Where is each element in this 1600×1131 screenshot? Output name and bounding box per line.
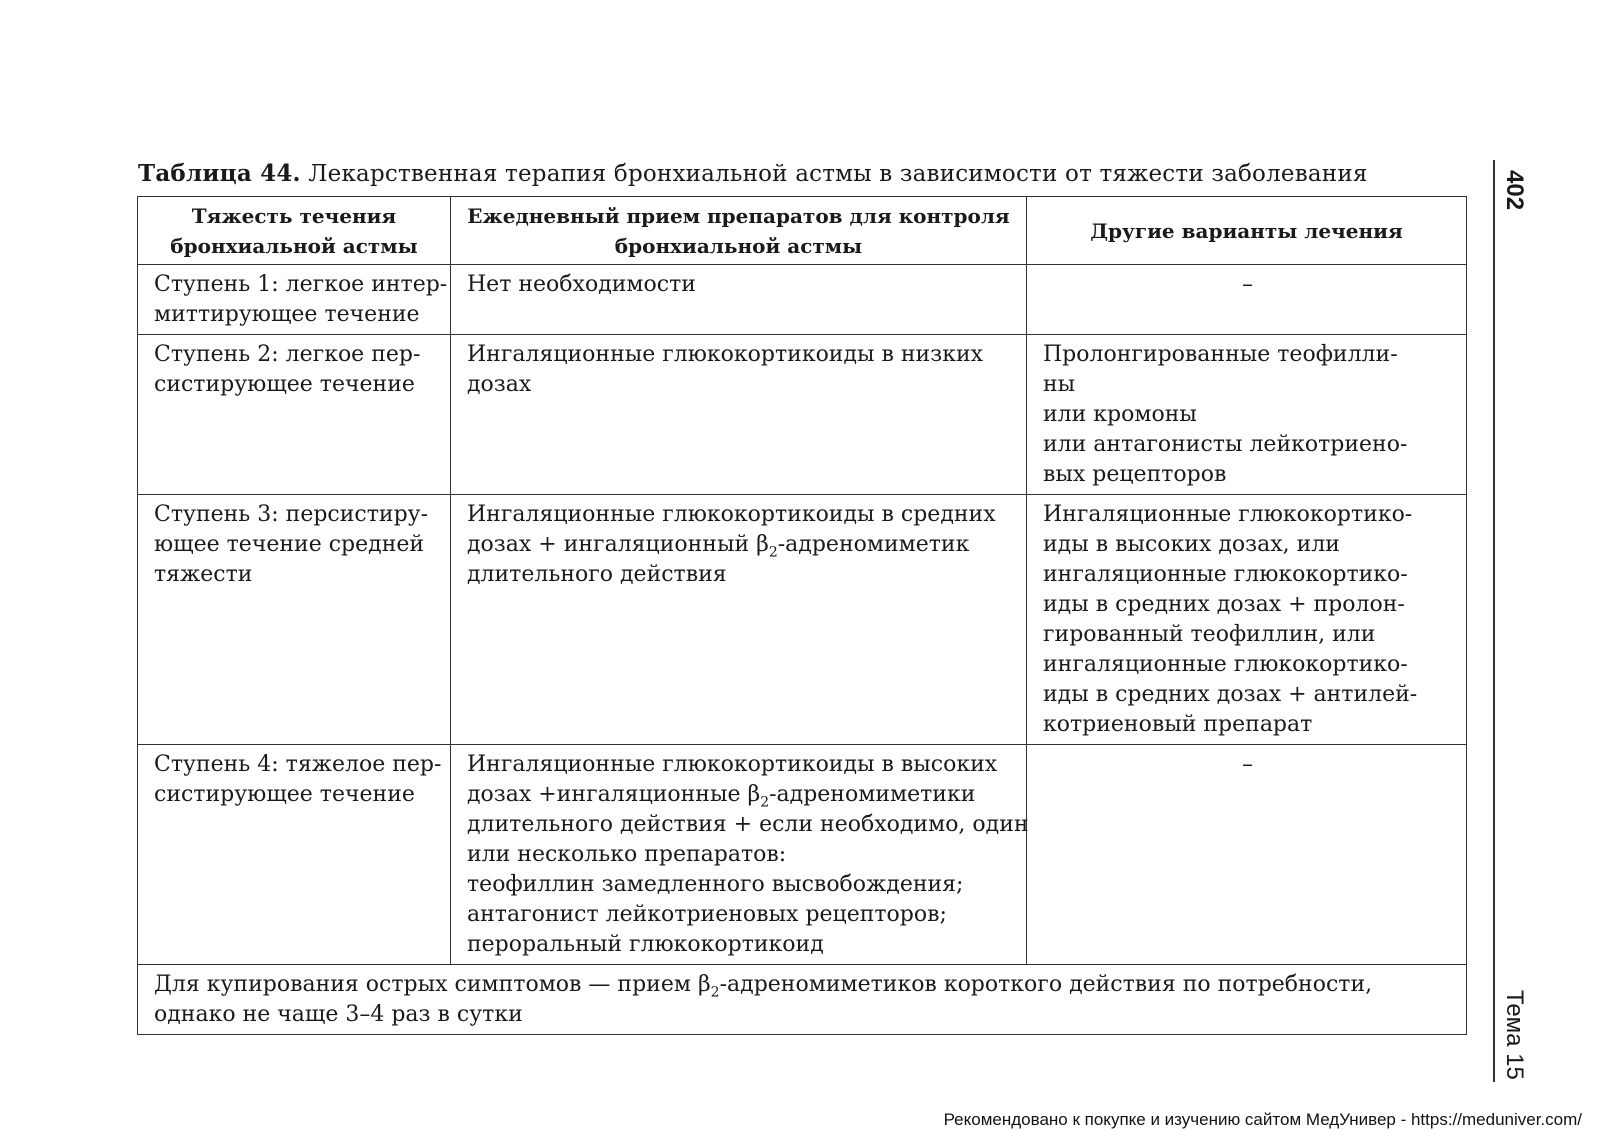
daily-cell xyxy=(451,265,1027,335)
daily-cell-line: или несколько препаратов: xyxy=(467,842,787,867)
note-line: Для купирования острых симптомов — прием $\beta_2$-адреномиметиков короткого действия по потребности, xyxy=(154,972,1373,1001)
other-cell-line: Ингаляционные глюкокортико- xyxy=(1043,502,1413,527)
header-severity-line: Тяжесть течения xyxy=(191,203,397,228)
table-row xyxy=(138,265,1467,335)
other-cell xyxy=(1027,265,1467,335)
severity-cell-line: ющее течение средней xyxy=(154,532,425,557)
other-cell-line: иды в средних дозах + пролон- xyxy=(1043,592,1405,617)
other-cell-line: – xyxy=(1242,752,1253,777)
severity-cell xyxy=(138,335,451,495)
table-row xyxy=(138,495,1467,745)
daily-cell-line: Ингаляционные глюкокортикоиды в средних xyxy=(467,502,996,527)
daily-cell xyxy=(451,745,1027,965)
note-line: однако не чаще 3–4 раз в сутки xyxy=(154,1002,523,1027)
other-cell-line: Пролонгированные теофилли- xyxy=(1043,342,1398,367)
other-cell-line: или антагонисты лейкотриено- xyxy=(1043,432,1408,457)
other-cell-line: – xyxy=(1242,272,1253,297)
severity-cell-line: систирующее течение xyxy=(154,782,415,807)
table-row xyxy=(138,335,1467,495)
severity-cell xyxy=(138,495,451,745)
table-note xyxy=(138,965,1467,1035)
daily-cell-line: Ингаляционные глюкокортикоиды в низких xyxy=(467,342,984,367)
therapy-table xyxy=(137,196,1467,1035)
daily-cell-line: Нет необходимости xyxy=(467,272,696,297)
daily-cell-line: антагонист лейкотриеновых рецепторов; xyxy=(467,902,947,927)
other-cell-line: иды в высоких дозах, или xyxy=(1043,532,1340,557)
header-severity xyxy=(138,197,451,265)
header-severity-line: бронхиальной астмы xyxy=(170,233,418,258)
other-cell-line: гированный теофиллин, или xyxy=(1043,622,1376,647)
daily-cell-line: дозах xyxy=(467,372,532,397)
daily-cell xyxy=(451,335,1027,495)
other-cell-line: котриеновый препарат xyxy=(1043,712,1313,737)
header-daily xyxy=(451,197,1027,265)
chapter-label: Тема 15 xyxy=(1501,990,1528,1080)
other-cell-line: ингаляционные глюкокортико- xyxy=(1043,652,1408,677)
table-caption-text: Лекарственная терапия бронхиальной астмы в зависимости от тяжести заболевания xyxy=(300,161,1368,187)
severity-cell-line: миттирующее течение xyxy=(154,302,420,327)
daily-cell-line: длительного действия + если необходимо, один xyxy=(467,812,1029,837)
severity-cell-line: систирующее течение xyxy=(154,372,415,397)
daily-cell-line: дозах +ингаляционные $\beta_2$-адреномиметики xyxy=(467,782,976,811)
daily-cell-line: пероральный глюкокортикоид xyxy=(467,932,824,957)
header-daily-line: Ежедневный прием препаратов для контроля xyxy=(467,203,1010,228)
daily-cell-line: длительного действия xyxy=(467,562,727,587)
header-other xyxy=(1027,197,1467,265)
severity-cell-line: тяжести xyxy=(154,562,253,587)
daily-cell-line: дозах + ингаляционный $\beta_2$-адреномиметик xyxy=(467,532,970,561)
severity-cell-line: Ступень 1: легкое интер- xyxy=(154,272,448,297)
other-cell xyxy=(1027,335,1467,495)
other-cell xyxy=(1027,745,1467,965)
daily-cell xyxy=(451,495,1027,745)
other-cell-line: иды в средних дозах + антилей- xyxy=(1043,682,1418,707)
table-note-row xyxy=(138,965,1467,1035)
other-cell-line: ингаляционные глюкокортико- xyxy=(1043,562,1408,587)
daily-cell-line: теофиллин замедленного высвобождения; xyxy=(467,872,964,897)
other-cell-line: вых рецепторов xyxy=(1043,462,1227,487)
table-caption-label: Таблица 44. xyxy=(138,160,301,187)
side-rule xyxy=(1493,160,1495,1082)
header-other-line: Другие варианты лечения xyxy=(1090,218,1403,243)
other-cell-line: или кромоны xyxy=(1043,402,1197,427)
table-row xyxy=(138,745,1467,965)
header-daily-line: бронхиальной астмы xyxy=(614,233,863,258)
other-cell xyxy=(1027,495,1467,745)
severity-cell xyxy=(138,745,451,965)
severity-cell xyxy=(138,265,451,335)
table-body xyxy=(138,265,1467,965)
other-cell-line: ны xyxy=(1043,372,1076,397)
table-header-row xyxy=(138,197,1467,265)
page-number: 402 xyxy=(1501,170,1528,211)
severity-cell-line: Ступень 3: персистиру- xyxy=(154,502,429,527)
daily-cell-line: Ингаляционные глюкокортикоиды в высоких xyxy=(467,752,998,777)
severity-cell-line: Ступень 2: легкое пер- xyxy=(154,342,421,367)
severity-cell-line: Ступень 4: тяжелое пер- xyxy=(154,752,442,777)
table-caption xyxy=(138,160,1368,187)
footer-recommendation: Рекомендовано к покупке и изучению сайтом МедУнивер - https://meduniver.com/ xyxy=(943,1110,1582,1129)
